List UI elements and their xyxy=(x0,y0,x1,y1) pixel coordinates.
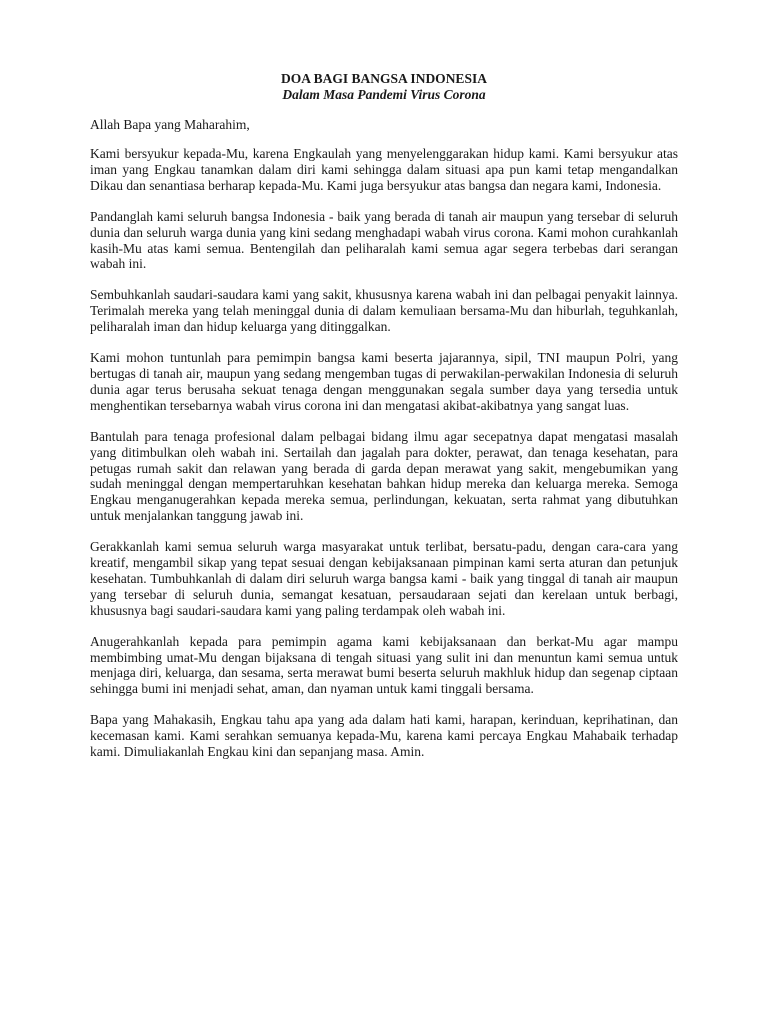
paragraph-closing: Bapa yang Mahakasih, Engkau tahu apa yang ada dalam hati kami, harapan, kerinduan, keprihatinan, dan kecemasan kami. Kami serahkan semuanya kepada-Mu, karena kami percaya Engkau Mahabaik terhadap kami. Dimuliakanlah Engkau kini dan sepanjang masa. Amin. xyxy=(90,712,678,760)
paragraph-leaders: Kami mohon tuntunlah para pemimpin bangsa kami beserta jajarannya, sipil, TNI maupun Polri, yang bertugas di tanah air, maupun yang sedang mengemban tugas di perwakilan-perwakilan Indonesia di seluruh dunia agar terus berusaha sekuat tenaga dengan menggunakan segala sumber daya yang tersedia untuk menghentikan tersebarnya wabah virus corona ini dan mengatasi akibat-akibatnya yang sangat luas. xyxy=(90,350,678,413)
document-title: DOA BAGI BANGSA INDONESIA xyxy=(281,71,487,86)
paragraph-professionals: Bantulah para tenaga profesional dalam pelbagai bidang ilmu agar secepatnya dapat mengatasi masalah yang ditimbulkan oleh wabah ini. Sertailah dan jagalah para dokter, perawat, dan tenaga kesehatan, para petugas rumah sakit dan relawan yang berada di garda depan merawat yang sakit, mengebumikan yang sudah meninggal dengan mempertaruhkan kesehatan bahkan hidup mereka dan keluarga mereka. Semoga Engkau menganugerahkan kepada mereka semua, perlindungan, kekuatan, serta rahmat yang dibutuhkan untuk menjalankan tanggung jawab ini. xyxy=(90,428,678,524)
paragraph-citizens: Gerakkanlah kami semua seluruh warga masyarakat untuk terlibat, bersatu-padu, dengan cara-cara yang kreatif, mengambil sikap yang tepat sesuai dengan kebijaksanaan pimpinan kami serta aturan dan petunjuk kesehatan. Tumbuhkanlah di dalam diri seluruh warga bangsa kami - baik yang tinggal di tanah air maupun yang tersebar di seluruh dunia, semangat kesatuan, persaudaraan sejati dan kerelaan untuk berbagi, khususnya bagi saudari-saudara kami yang paling terdampak oleh wabah ini. xyxy=(90,539,678,618)
document-subtitle: Dalam Masa Pandemi Virus Corona xyxy=(282,87,486,102)
document-body xyxy=(90,71,678,775)
paragraph-healing: Sembuhkanlah saudari-saudara kami yang sakit, khususnya karena wabah ini dan pelbagai penyakit lainnya. Terimalah mereka yang telah meninggal dunia di dalam kemuliaan bersama-Mu dan hiburlah, teguhkanlah, peliharalah iman dan hidup keluarga yang ditinggalkan. xyxy=(90,287,678,335)
salutation: Allah Bapa yang Maharahim, xyxy=(90,117,250,132)
paragraph-nation: Pandanglah kami seluruh bangsa Indonesia - baik yang berada di tanah air maupun yang tersebar di seluruh dunia dan seluruh warga dunia yang kini sedang menghadapi wabah virus corona. Kami mohon curahkanlah kasih-Mu atas kami semua. Bentengilah dan peliharalah kami semua agar segera terbebas dari serangan wabah ini. xyxy=(90,208,678,272)
paragraph-religious-leaders: Anugerahkanlah kepada para pemimpin agama kami kebijaksanaan dan berkat-Mu agar mampu membimbing umat-Mu dengan bijaksana di tengah situasi yang sulit ini dan menuntun kami semua untuk menjaga diri, keluarga, dan sesama, serta merawat bumi beserta seluruh makhluk hidup dan segenap ciptaan sehingga bumi ini menjadi sehat, aman, dan nyaman untuk kami tinggali bersama. xyxy=(90,633,678,697)
paragraph-thanksgiving: Kami bersyukur kepada-Mu, karena Engkaulah yang menyelenggarakan hidup kami. Kami bersyukur atas iman yang Engkau tanamkan dalam diri kami sehingga dalam situasi apa pun kami tetap mengandalkan Dikau dan senantiasa berharap kepada-Mu. Kami juga bersyukur atas bangsa dan negara kami, Indonesia. xyxy=(90,146,678,193)
